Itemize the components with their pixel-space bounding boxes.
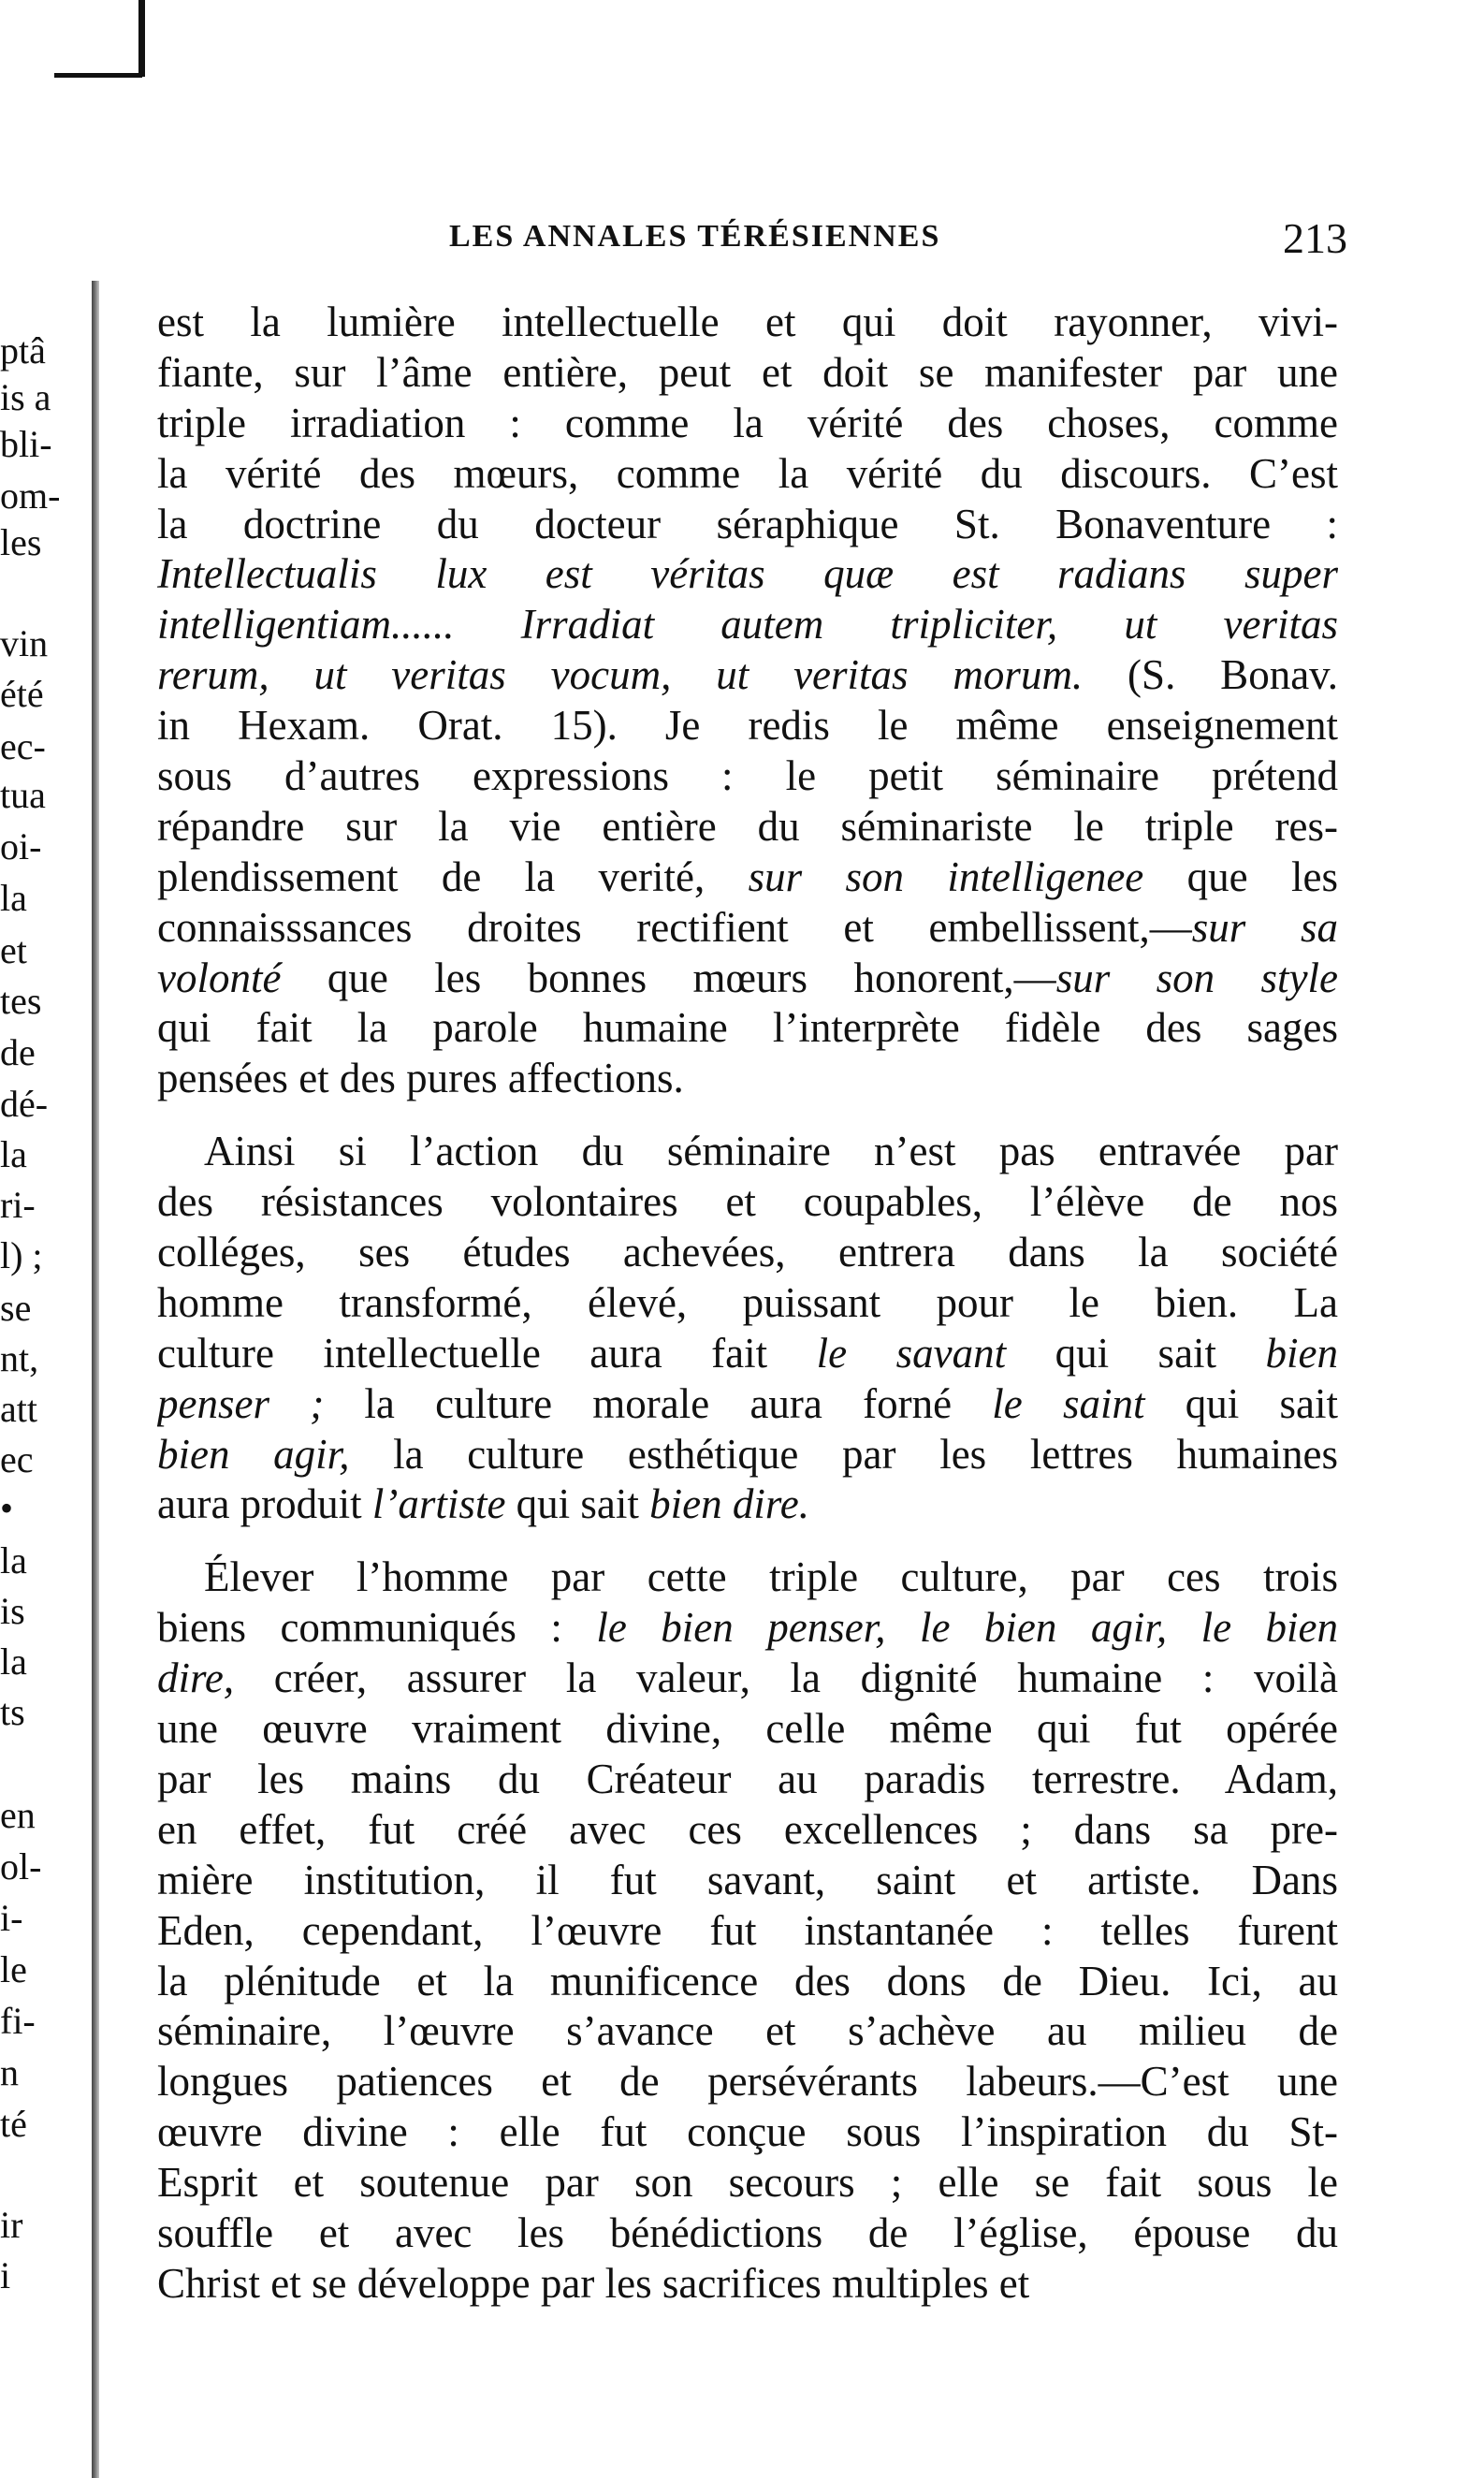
running-head-title: LES ANNALES TÉRÉSIENNES bbox=[449, 219, 941, 254]
text-line bbox=[157, 751, 1338, 802]
italic-span: le saint bbox=[992, 1379, 1145, 1427]
margin-fragment: té bbox=[0, 2103, 27, 2145]
text-line bbox=[157, 802, 1338, 853]
text-span: connaisssances droites rectifient et embellissent,— bbox=[157, 903, 1192, 951]
text-line bbox=[157, 2006, 1338, 2057]
margin-fragment: l) ; bbox=[0, 1234, 43, 1276]
margin-fragment: ec bbox=[0, 1438, 34, 1480]
text-span: sous d’autres expressions : le petit séminaire prétend bbox=[157, 752, 1338, 800]
text-line bbox=[157, 2259, 1338, 2310]
margin-fragment: is a bbox=[0, 376, 51, 418]
margin-fragment: ts bbox=[0, 1691, 25, 1733]
text-span: la vérité des mœurs, comme la vérité du discours. C’est bbox=[157, 449, 1338, 497]
text-line bbox=[157, 549, 1338, 600]
text-line bbox=[157, 2057, 1338, 2107]
text-line bbox=[157, 1704, 1338, 1755]
text-span: pensées et des pures affections. bbox=[157, 1055, 684, 1102]
italic-span: sur sa bbox=[1191, 903, 1338, 951]
text-span: qui sait bbox=[1006, 1329, 1266, 1377]
margin-fragment: été bbox=[0, 673, 44, 715]
margin-fragment: ptâ bbox=[0, 329, 46, 372]
text-line bbox=[157, 954, 1338, 1004]
margin-fragment: oi- bbox=[0, 825, 42, 867]
text-line bbox=[157, 1430, 1338, 1480]
italic-span: sur son intelligenee bbox=[748, 853, 1144, 900]
text-span: par les mains du Créateur au paradis terrestre. Adam, bbox=[157, 1755, 1338, 1802]
text-span: que les bbox=[1143, 853, 1338, 900]
paragraph bbox=[157, 1552, 1338, 2309]
margin-fragment: n bbox=[0, 2051, 19, 2093]
italic-span: le savant bbox=[816, 1329, 1007, 1377]
text-span: aura produit bbox=[157, 1480, 372, 1528]
text-span: la doctrine du docteur séraphique St. Bonaventure : bbox=[157, 500, 1338, 547]
italic-span: penser ; bbox=[157, 1379, 325, 1427]
margin-fragment: et bbox=[0, 929, 27, 971]
text-span: la plénitude et la munificence des dons de Dieu. Ici, au bbox=[157, 1957, 1338, 2004]
italic-span: intelligentiam...... Irradiat autem tripliciter, ut veritas bbox=[157, 601, 1338, 649]
margin-fragment: ri- bbox=[0, 1184, 36, 1226]
italic-span: bien bbox=[1265, 1329, 1338, 1377]
text-span: Ainsi si l’action du séminaire n’est pas entravée par bbox=[204, 1128, 1338, 1175]
italic-span: bien dire. bbox=[649, 1480, 809, 1528]
text-span: colléges, ses études achevées, entrera dans la société bbox=[157, 1229, 1338, 1276]
text-line bbox=[157, 1856, 1338, 1906]
text-line bbox=[157, 1552, 1338, 1603]
text-span: répandre sur la vie entière du séminariste le triple res- bbox=[157, 802, 1338, 850]
text-line bbox=[157, 600, 1338, 650]
margin-fragment: en bbox=[0, 1794, 36, 1836]
running-header bbox=[449, 213, 1347, 270]
text-span: qui sait bbox=[505, 1480, 650, 1528]
margin-fragment: is bbox=[0, 1590, 25, 1632]
margin-fragment: la bbox=[0, 1640, 27, 1683]
paragraph bbox=[157, 1127, 1338, 1530]
text-line bbox=[157, 1127, 1338, 1177]
margin-fragment: le bbox=[0, 1948, 27, 1990]
margin-fragment: la bbox=[0, 877, 27, 919]
text-line bbox=[157, 853, 1338, 903]
text-span: souffle et avec les bénédictions de l’église, épouse du bbox=[157, 2208, 1338, 2256]
text-span: mière institution, il fut savant, saint et artiste. Dans bbox=[157, 1856, 1338, 1903]
text-line bbox=[157, 1278, 1338, 1329]
margin-fragment: tua bbox=[0, 774, 46, 816]
binding-mark bbox=[138, 0, 145, 77]
margin-fragment: la bbox=[0, 1133, 27, 1175]
text-span: une œuvre vraiment divine, celle même qui fut opérée bbox=[157, 1705, 1338, 1753]
text-line bbox=[157, 1480, 1338, 1530]
text-line bbox=[157, 298, 1338, 348]
margin-fragment: ir bbox=[0, 2204, 23, 2246]
margin-fragment: att bbox=[0, 1388, 37, 1430]
margin-fragment: vin bbox=[0, 622, 49, 664]
text-line bbox=[157, 1003, 1338, 1054]
text-line bbox=[157, 348, 1338, 399]
text-line bbox=[157, 1805, 1338, 1856]
page-number: 213 bbox=[1283, 214, 1347, 262]
paragraph-gap bbox=[157, 1104, 1338, 1127]
paragraph bbox=[157, 298, 1338, 1104]
text-span: Eden, cependant, l’œuvre fut instantanée : telles furent bbox=[157, 1906, 1338, 1954]
text-line bbox=[157, 449, 1338, 500]
text-line bbox=[157, 1654, 1338, 1704]
italic-span: volonté bbox=[157, 954, 282, 1001]
italic-span: bien agir, bbox=[157, 1430, 350, 1478]
text-line bbox=[157, 1755, 1338, 1805]
margin-fragment: bli- bbox=[0, 423, 52, 465]
margin-fragment: fi- bbox=[0, 2000, 36, 2042]
text-line bbox=[157, 701, 1338, 751]
text-span: culture intellectuelle aura fait bbox=[157, 1329, 817, 1377]
text-span: la culture morale aura forné bbox=[324, 1379, 993, 1427]
gutter-shadow bbox=[92, 281, 99, 2478]
text-span: est la lumière intellectuelle et qui doit rayonner, vivi- bbox=[157, 299, 1338, 345]
margin-fragment: dé- bbox=[0, 1083, 49, 1125]
text-span: (S. Bonav. bbox=[1083, 651, 1338, 699]
body-text bbox=[157, 298, 1338, 2310]
text-span: qui sait bbox=[1144, 1379, 1338, 1427]
text-span: triple irradiation : comme la vérité des choses, comme bbox=[157, 399, 1338, 446]
margin-fragment: nt, bbox=[0, 1337, 39, 1379]
margin-fragment: les bbox=[0, 521, 42, 563]
text-line bbox=[157, 1957, 1338, 2007]
text-span: in Hexam. Orat. 15). Je redis le même enseignement bbox=[157, 702, 1338, 750]
margin-fragment: de bbox=[0, 1031, 36, 1073]
italic-span: sur son style bbox=[1055, 954, 1338, 1001]
text-span: séminaire, l’œuvre s’avance et s’achève au milieu de bbox=[157, 2007, 1338, 2055]
text-span: la culture esthétique par les lettres humaines bbox=[349, 1430, 1338, 1478]
margin-fragment: se bbox=[0, 1287, 32, 1329]
text-line bbox=[157, 1228, 1338, 1278]
text-span: homme transformé, élevé, puissant pour le bien. La bbox=[157, 1278, 1338, 1326]
text-line bbox=[157, 1177, 1338, 1228]
text-line bbox=[157, 1379, 1338, 1430]
text-span: des résistances volontaires et coupables, l’élève de nos bbox=[157, 1178, 1338, 1226]
margin-fragment: tes bbox=[0, 980, 42, 1022]
text-line bbox=[157, 1603, 1338, 1654]
margin-fragment: • bbox=[0, 1487, 14, 1529]
text-span: plendissement de la verité, bbox=[157, 853, 749, 900]
margin-fragment: om- bbox=[0, 474, 61, 517]
paragraph-gap bbox=[157, 1530, 1338, 1552]
margin-fragment: ol- bbox=[0, 1845, 42, 1888]
text-span: biens communiqués : bbox=[157, 1604, 597, 1652]
margin-fragment: la bbox=[0, 1539, 27, 1582]
italic-span: l’artiste bbox=[371, 1480, 506, 1528]
text-span: en effet, fut créé avec ces excellences ; dans sa pre- bbox=[157, 1805, 1338, 1853]
text-span: Élever l’homme par cette triple culture, par ces trois bbox=[204, 1553, 1338, 1601]
text-span: qui fait la parole humaine l’interprète fidèle des sages bbox=[157, 1004, 1338, 1052]
italic-span: Intellectualis lux est véritas quæ est radians super bbox=[157, 550, 1338, 598]
text-line bbox=[157, 1054, 1338, 1104]
text-span: Christ et se développe par les sacrifices multiples et bbox=[157, 2259, 1030, 2307]
italic-span: le bien penser, le bien agir, le bien bbox=[596, 1604, 1338, 1652]
text-line bbox=[157, 1906, 1338, 1957]
text-line bbox=[157, 1329, 1338, 1379]
text-line bbox=[157, 399, 1338, 449]
text-span: Esprit et soutenue par son secours ; elle se fait sous le bbox=[157, 2159, 1338, 2207]
margin-fragment: i bbox=[0, 2254, 11, 2296]
text-line bbox=[157, 2107, 1338, 2158]
text-span: fiante, sur l’âme entière, peut et doit se manifester par une bbox=[157, 348, 1338, 396]
text-line bbox=[157, 2208, 1338, 2259]
text-line bbox=[157, 2158, 1338, 2208]
text-line bbox=[157, 650, 1338, 701]
text-span: longues patiences et de persévérants labeurs.—C’est une bbox=[157, 2058, 1338, 2106]
text-span: œuvre divine : elle fut conçue sous l’inspiration du St- bbox=[157, 2108, 1338, 2156]
text-line bbox=[157, 903, 1338, 954]
italic-span: rerum, ut veritas vocum, ut veritas morum. bbox=[157, 651, 1084, 699]
text-line bbox=[157, 500, 1338, 550]
text-span: créer, assurer la valeur, la dignité humaine : voilà bbox=[234, 1654, 1338, 1702]
margin-fragment: i- bbox=[0, 1897, 23, 1939]
italic-span: dire, bbox=[157, 1654, 235, 1702]
margin-fragment: ec- bbox=[0, 725, 46, 767]
text-span: que les bonnes mœurs honorent,— bbox=[281, 954, 1056, 1001]
